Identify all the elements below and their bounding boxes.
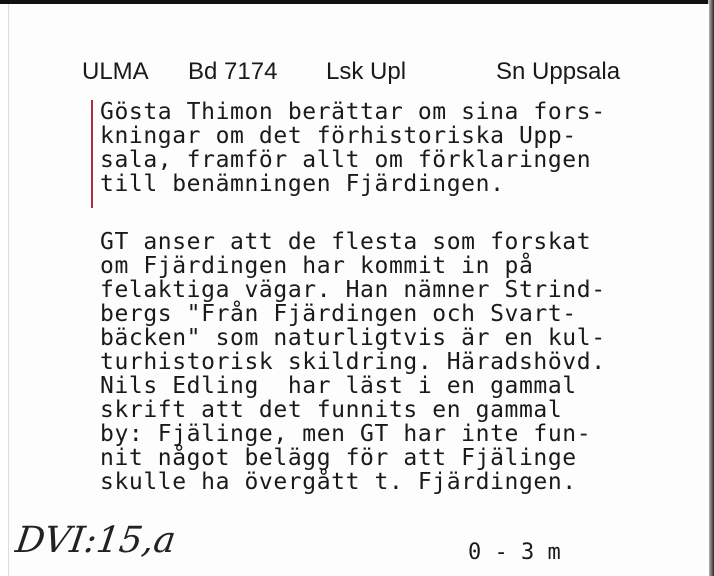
summary-line: kningar om det förhistoriska Upp- [100, 123, 577, 149]
summary-line: Gösta Thimon berättar om sina fors- [100, 99, 606, 125]
body-line: bäcken" som naturligtvis är en kul- [100, 325, 606, 351]
archive-name: ULMA [82, 58, 149, 85]
body-line: turhistorisk skildring. Häradshövd. [100, 349, 606, 375]
body-line: skulle ha övergått t. Fjärdingen. [100, 469, 577, 495]
reference-number: Bd 7174 [188, 58, 278, 85]
footer-time-range: 0 - 3 m [468, 540, 561, 565]
summary-line: sala, framför allt om förklaringen [100, 147, 592, 173]
summary-paragraph [100, 100, 606, 196]
body-line: GT anser att de flesta som forskat [100, 229, 592, 255]
body-line: by: Fjälinge, men GT har inte fun- [100, 421, 592, 447]
body-line: Nils Edling har läst i en gammal [100, 373, 577, 399]
body-line: felaktiga vägar. Han nämner Strind- [100, 277, 606, 303]
body-line: nit något belägg för att Fjälinge [100, 445, 577, 471]
summary-margin-mark [91, 100, 93, 208]
body-line: skrift att det funnits en gammal [100, 397, 563, 423]
body-line: om Fjärdingen har kommit in på [100, 253, 534, 279]
county-code: Lsk Upl [326, 58, 407, 85]
handwritten-code: DVI:15,a [13, 520, 179, 561]
body-line: bergs "Från Fjärdingen och Svart- [100, 301, 577, 327]
summary-line: till benämningen Fjärdingen. [100, 171, 505, 197]
body-paragraph [100, 230, 606, 494]
parish-name: Sn Uppsala [496, 58, 621, 85]
